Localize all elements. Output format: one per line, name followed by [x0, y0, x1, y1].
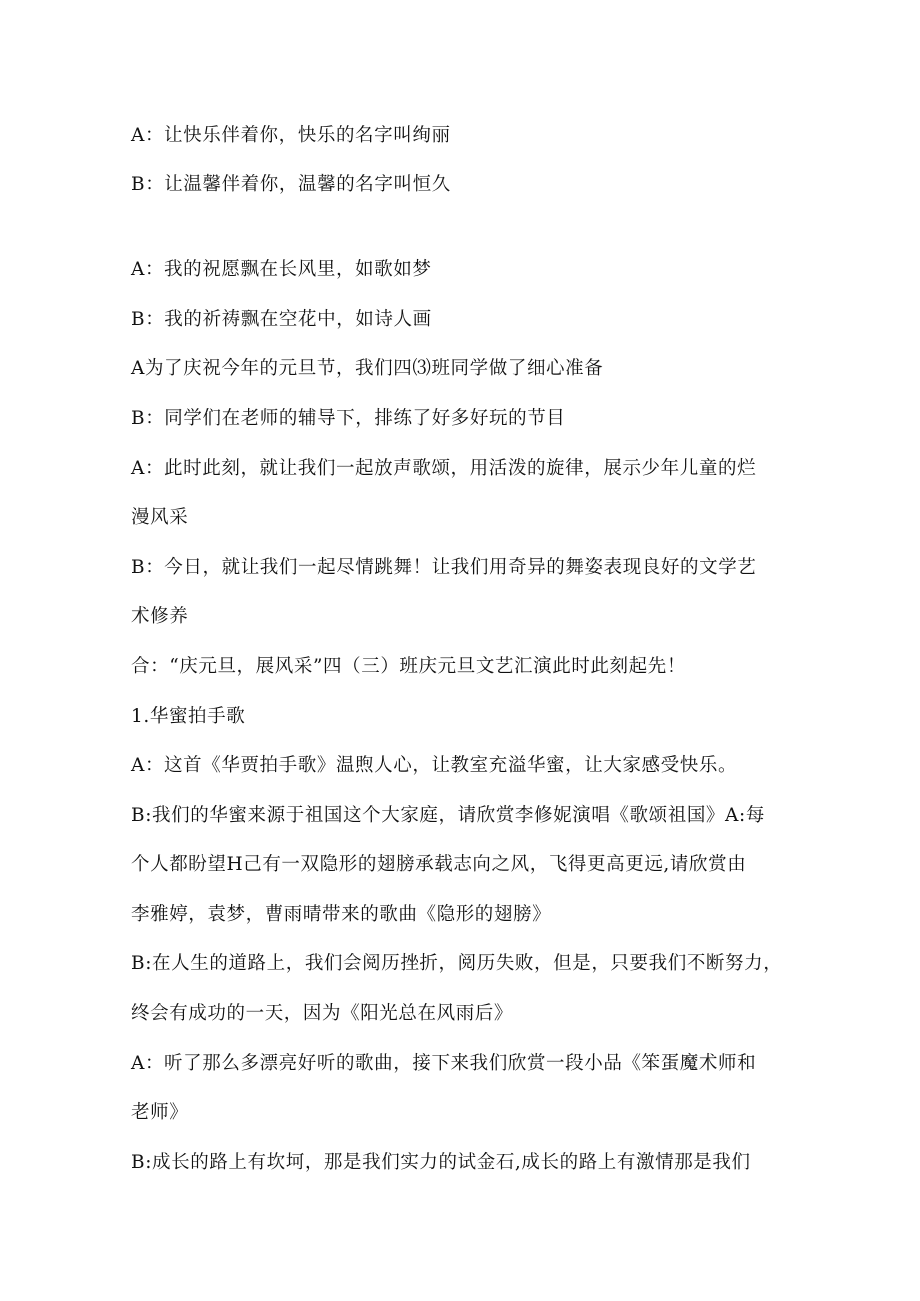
text-line: B：让温馨伴着你，温馨的名字叫恒久 — [131, 174, 451, 195]
text-line: 终会有成功的一天，因为《阳光总在风雨后》 — [131, 1003, 514, 1024]
text-line: A：听了那么多漂亮好听的歌曲，接下来我们欣赏一段小品《笨蛋魔术师和 — [131, 1053, 757, 1074]
text-line: A：这首《华贾拍手歌》温煦人心，让教室充溢华蜜，让大家感受快乐。 — [131, 755, 738, 776]
text-line: B:在人生的道路上，我们会阅历挫折，阅历失败，但是，只要我们不断努力， — [131, 953, 783, 974]
text-line: B：我的祈祷飘在空花中，如诗人画 — [131, 309, 432, 330]
text-line: A：我的祝愿飘在长风里，如歌如梦 — [131, 259, 432, 280]
text-line: A：此时此刻，就让我们一起放声歌颂，用活泼的旋律，展示少年儿童的烂 — [131, 458, 757, 479]
text-line: 老师》 — [131, 1102, 189, 1123]
text-line: B:成长的路上有坎坷，那是我们实力的试金石,成长的路上有激情那是我们 — [131, 1152, 751, 1173]
text-line: B:我们的华蜜来源于祖国这个大家庭，请欣赏李修妮演唱《歌颂祖国》A:每 — [131, 805, 765, 826]
text-line: B：同学们在老师的辅导下，排练了好多好玩的节目 — [131, 408, 566, 429]
text-line: B：今日，就让我们一起尽情跳舞！让我们用奇异的舞姿表现良好的文学艺 — [131, 557, 757, 578]
text-line: A为了庆祝今年的元旦节，我们四⑶班同学做了细心准备 — [131, 358, 604, 379]
text-line: A：让快乐伴着你，快乐的名字叫绚丽 — [131, 125, 451, 146]
section-heading: 1.华蜜拍手歌 — [131, 706, 246, 727]
text-line: 李雅婷，袁梦，曹雨晴带来的歌曲《隐形的翅膀》 — [131, 904, 552, 925]
text-line: 合：“庆元旦，展风采”四（三）班庆元旦文艺汇演此时此刻起先！ — [131, 656, 686, 677]
text-line: 漫风采 — [131, 507, 189, 528]
text-line: 个人都盼望H己有一双隐形的翅膀承载志向之风，飞得更高更远,请欣赏由 — [131, 854, 747, 875]
text-line: 术修养 — [131, 606, 189, 627]
